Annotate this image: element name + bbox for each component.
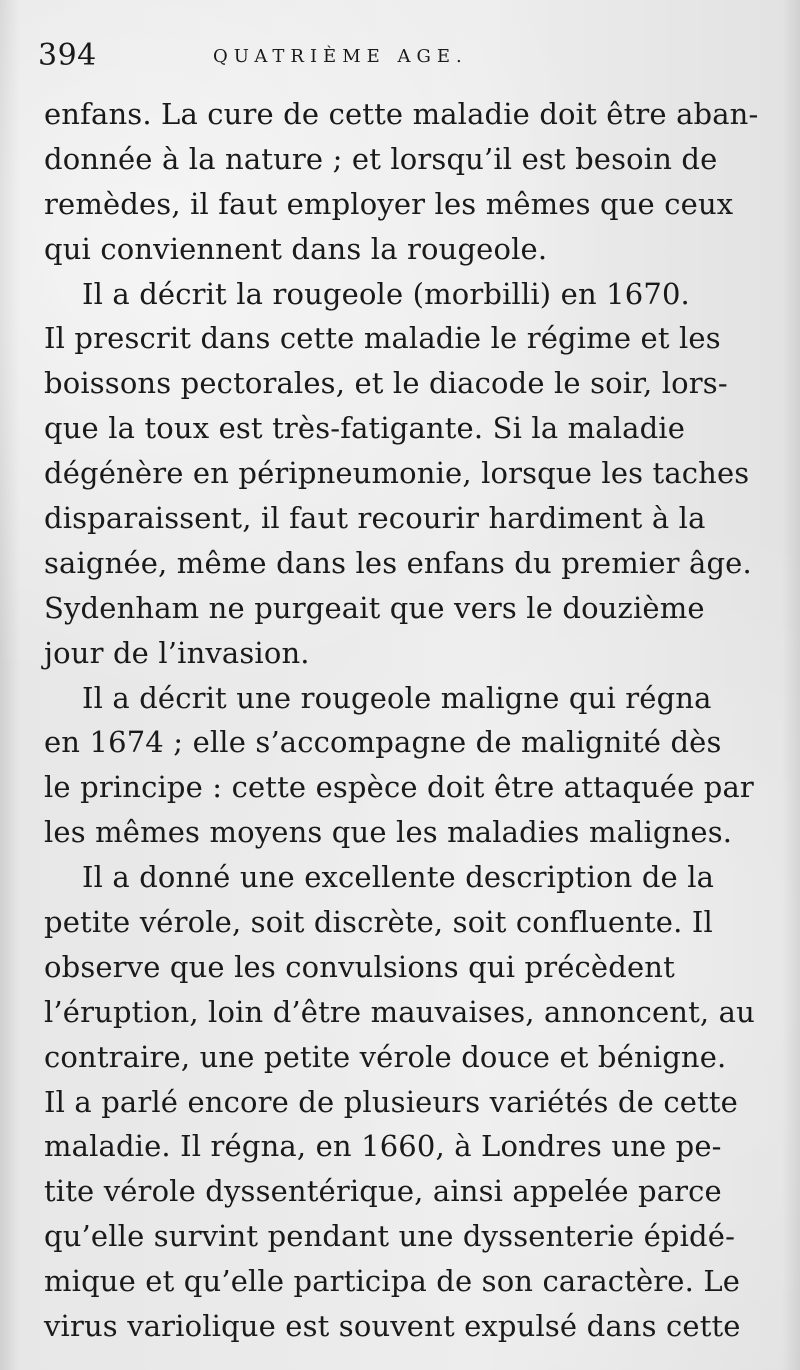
text-line: qui conviennent dans la rougeole.: [44, 231, 548, 266]
running-title: QUATRIÈME AGE.: [213, 46, 468, 67]
page-edge-shadow: [782, 0, 800, 1370]
text-line: disparaissent, il faut recourir hardiment à la: [44, 501, 706, 536]
text-line: mique et qu’elle participa de son caractère. Le: [44, 1264, 741, 1299]
text-line: petite vérole, soit discrète, soit confluente. Il: [44, 905, 713, 940]
text-line: Il a parlé encore de plusieurs variétés de cette: [44, 1084, 738, 1119]
text-line: l’éruption, loin d’être mauvaises, annoncent, au: [44, 994, 755, 1029]
text-line: Il prescrit dans cette maladie le régime et les: [44, 321, 721, 356]
paragraph-1: [44, 92, 759, 272]
paragraph-3: [44, 676, 754, 856]
body-text: [44, 92, 759, 1349]
page-header: [38, 38, 758, 78]
text-line: virus variolique est souvent expulsé dans cette: [44, 1309, 741, 1344]
text-line: tite vérole dyssentérique, ainsi appelée parce: [44, 1174, 722, 1209]
text-line: contraire, une petite vérole douce et bénigne.: [44, 1039, 727, 1074]
text-line: que la toux est très-fatigante. Si la maladie: [44, 411, 686, 446]
text-line: enfans. La cure de cette maladie doit être aban-: [44, 97, 759, 131]
text-line: en 1674 ; elle s’accompagne de malignité dès: [44, 725, 722, 760]
text-line: qu’elle survint pendant une dyssenterie épidé-: [44, 1219, 736, 1254]
text-line: donnée à la nature ; et lorsqu’il est besoin de: [44, 141, 718, 176]
text-line: remèdes, il faut employer les mêmes que ceux: [44, 186, 734, 221]
text-line: jour de l’invasion.: [44, 635, 310, 670]
text-line: Sydenham ne purgeait que vers le douzième: [44, 590, 705, 625]
text-line: les mêmes moyens que les maladies malignes.: [44, 815, 733, 850]
paragraph-2: [44, 272, 752, 676]
paragraph-4: [44, 855, 755, 1349]
text-line: Il a décrit la rougeole (morbilli) en 1670.: [82, 276, 690, 311]
text-line: maladie. Il régna, en 1660, à Londres une pe-: [44, 1129, 722, 1164]
text-line: observe que les convulsions qui précèdent: [44, 949, 675, 984]
text-line: saignée, même dans les enfans du premier âge.: [44, 545, 752, 580]
text-line: dégénère en péripneumonie, lorsque les taches: [44, 456, 750, 491]
text-line: boissons pectorales, et le diacode le soir, lors-: [44, 366, 728, 401]
text-line: le principe : cette espèce doit être attaquée par: [44, 770, 754, 805]
text-line: Il a donné une excellente description de la: [82, 860, 715, 895]
text-line: Il a décrit une rougeole maligne qui régna: [82, 680, 712, 715]
page-number: 394: [38, 38, 97, 73]
